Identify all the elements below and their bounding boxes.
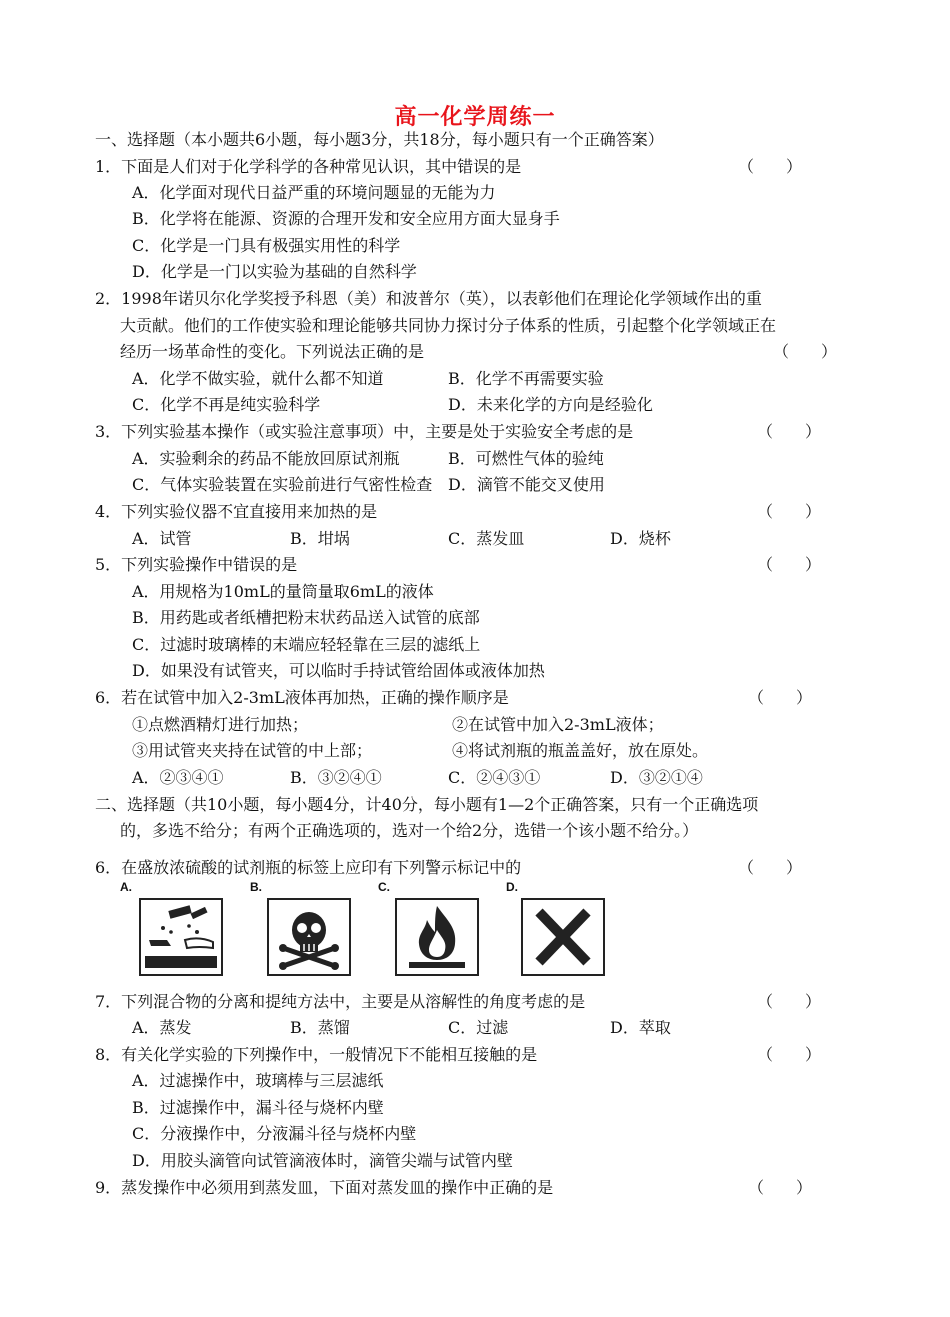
- harmful-x-icon: [521, 898, 605, 976]
- q8-option-c: C．分液操作中，分液漏斗径与烧杯内壁: [132, 1124, 417, 1143]
- q8-answer-blank[interactable]: （ ）: [757, 1045, 822, 1064]
- q4-option-a: A．试管: [132, 529, 192, 548]
- q6-step-2: ②在试管中加入2-3mL液体；: [452, 715, 664, 734]
- q2-stem-line2: 大贡献。他们的工作使实验和理论能够共同协力探讨分子体系的性质，引起整个化学领域正在: [120, 316, 777, 335]
- q1-option-b: B．化学将在能源、资源的合理开发和安全应用方面大显身手: [132, 209, 560, 228]
- q5-option-a: A．用规格为10mL的量筒量取6mL的液体: [132, 582, 434, 601]
- page-title: 高一化学周练一: [394, 105, 556, 130]
- q7-answer-blank[interactable]: （ ）: [757, 992, 822, 1011]
- q2-stem-line1: 2．1998年诺贝尔化学奖授予科恩（美）和波普尔（英），以表彰他们在理论化学领域作出的重: [95, 289, 762, 308]
- q8-option-d: D．用胶头滴管向试管滴液体时，滴管尖端与试管内壁: [132, 1151, 513, 1170]
- q6b-stem: 6．在盛放浓硫酸的试剂瓶的标签上应印有下列警示标记中的: [95, 858, 522, 877]
- q9-answer-blank[interactable]: （ ）: [748, 1178, 813, 1197]
- q1-answer-blank[interactable]: （ ）: [738, 157, 803, 176]
- q6-stem: 6．若在试管中加入2-3mL液体再加热，正确的操作顺序是: [95, 688, 509, 707]
- q3-option-b: B．可燃性气体的验纯: [448, 449, 604, 468]
- q1-option-c: C．化学是一门具有极强实用性的科学: [132, 236, 401, 255]
- corrosive-icon: [139, 898, 223, 976]
- sign-label-a: A.: [120, 880, 132, 894]
- q3-option-d: D．滴管不能交叉使用: [448, 475, 605, 494]
- q9-stem: 9．蒸发操作中必须用到蒸发皿，下面对蒸发皿的操作中正确的是: [95, 1178, 554, 1197]
- q2-stem-line3: 经历一场革命性的变化。下列说法正确的是: [120, 342, 425, 361]
- q6-option-b: B．③②④①: [290, 768, 382, 787]
- q5-option-c: C．过滤时玻璃棒的末端应轻轻靠在三层的滤纸上: [132, 635, 481, 654]
- q7-option-d: D．萃取: [610, 1018, 671, 1037]
- q4-option-b: B．坩埚: [290, 529, 350, 548]
- flammable-icon: [395, 898, 479, 976]
- q6-step-1: ①点燃酒精灯进行加热；: [132, 715, 309, 734]
- q3-stem: 3．下列实验基本操作（或实验注意事项）中，主要是处于实验安全考虑的是: [95, 422, 634, 441]
- section-2-header-line1: 二、选择题（共10小题，每小题4分，计40分，每小题有1—2个正确答案，只有一个正确选项: [95, 795, 759, 814]
- q2-option-a: A．化学不做实验，就什么都不知道: [132, 369, 384, 388]
- q6-answer-blank[interactable]: （ ）: [748, 688, 813, 707]
- toxic-skull-icon: [267, 898, 351, 976]
- q3-option-a: A．实验剩余的药品不能放回原试剂瓶: [132, 449, 400, 468]
- q3-option-c: C．气体实验装置在实验前进行气密性检查: [132, 475, 433, 494]
- q5-answer-blank[interactable]: （ ）: [757, 555, 822, 574]
- sign-label-d: D.: [506, 880, 518, 894]
- q3-answer-blank[interactable]: （ ）: [757, 422, 822, 441]
- sign-label-c: C.: [378, 880, 390, 894]
- q6-step-4: ④将试剂瓶的瓶盖盖好，放在原处。: [452, 741, 709, 760]
- q4-stem: 4．下列实验仪器不宜直接用来加热的是: [95, 502, 378, 521]
- q1-option-a: A．化学面对现代日益严重的环境问题显的无能为力: [132, 183, 496, 202]
- q8-option-b: B．过滤操作中，漏斗径与烧杯内壁: [132, 1098, 384, 1117]
- q2-option-b: B．化学不再需要实验: [448, 369, 604, 388]
- q6-option-a: A．②③④①: [132, 768, 224, 787]
- q5-stem: 5．下列实验操作中错误的是: [95, 555, 298, 574]
- q6-option-c: C．②④③①: [448, 768, 541, 787]
- q5-option-d: D．如果没有试管夹，可以临时手持试管给固体或液体加热: [132, 661, 545, 680]
- q7-stem: 7．下列混合物的分离和提纯方法中，主要是从溶解性的角度考虑的是: [95, 992, 586, 1011]
- q5-option-b: B．用药匙或者纸槽把粉末状药品送入试管的底部: [132, 608, 480, 627]
- q6b-answer-blank[interactable]: （ ）: [738, 858, 803, 877]
- q8-stem: 8．有关化学实验的下列操作中，一般情况下不能相互接触的是: [95, 1045, 538, 1064]
- q4-answer-blank[interactable]: （ ）: [757, 502, 822, 521]
- q8-option-a: A．过滤操作中，玻璃棒与三层滤纸: [132, 1071, 384, 1090]
- q1-option-d: D．化学是一门以实验为基础的自然科学: [132, 262, 417, 281]
- section-2-header-line2: 的，多选不给分；有两个正确选项的，选对一个给2分，选错一个该小题不给分。）: [120, 821, 699, 840]
- q6-step-3: ③用试管夹夹持在试管的中上部；: [132, 741, 373, 760]
- q7-option-a: A．蒸发: [132, 1018, 192, 1037]
- q2-option-c: C．化学不再是纯实验科学: [132, 395, 321, 414]
- q2-answer-blank[interactable]: （ ）: [773, 342, 838, 361]
- sign-label-b: B.: [250, 880, 262, 894]
- q1-stem: 1．下面是人们对于化学科学的各种常见认识，其中错误的是: [95, 157, 522, 176]
- q4-option-c: C．蒸发皿: [448, 529, 525, 548]
- q6-option-d: D．③②①④: [610, 768, 703, 787]
- q4-option-d: D．烧杯: [610, 529, 671, 548]
- q7-option-c: C．过滤: [448, 1018, 509, 1037]
- section-1-header: 一、选择题（本小题共6小题，每小题3分，共18分，每小题只有一个正确答案）: [95, 130, 664, 149]
- q7-option-b: B．蒸馏: [290, 1018, 350, 1037]
- q2-option-d: D．未来化学的方向是经验化: [448, 395, 653, 414]
